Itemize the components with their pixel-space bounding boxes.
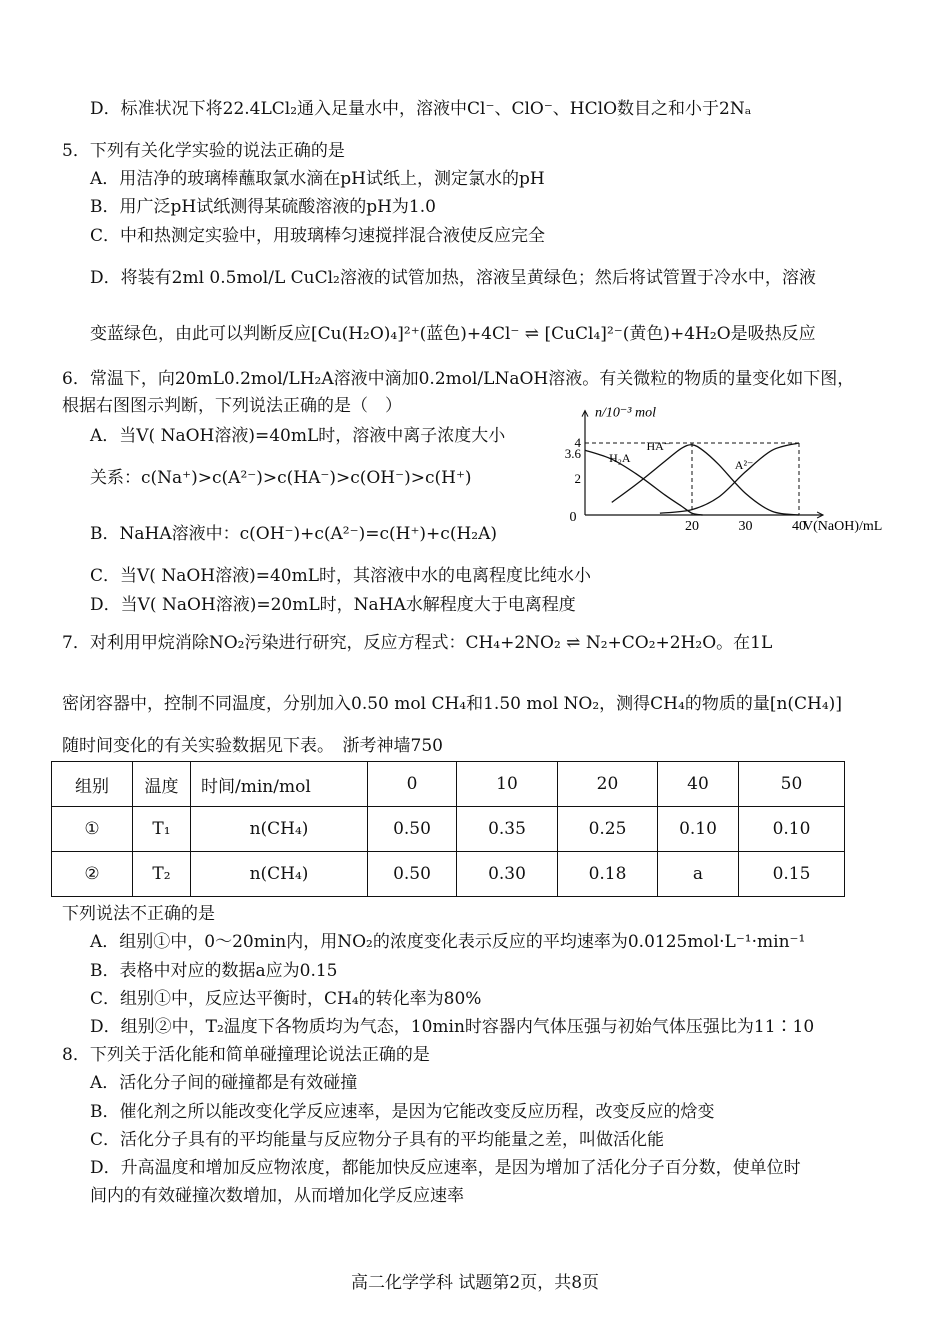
table-header-cell: 50 — [739, 762, 845, 807]
q8-option-b: B．催化剂之所以能改变化学反应速率，是因为它能改变反应历程，改变反应的焓变 — [90, 1102, 715, 1122]
q7-sub-stem: 下列说法不正确的是 — [62, 904, 215, 924]
table-cell: n(CH₄) — [191, 807, 368, 852]
series-line-3 — [660, 443, 799, 513]
q6-option-a-line2: 关系：c(Na⁺)>c(A²⁻)>c(HA⁻)>c(OH⁻)>c(H⁺) — [90, 468, 472, 488]
q7-stem-line3: 随时间变化的有关实验数据见下表。 浙考神墙750 — [62, 736, 443, 756]
q7-data-table — [51, 761, 845, 897]
q6-option-b: B．NaHA溶液中：c(OH⁻)+c(A²⁻)=c(H⁺)+c(H₂A) — [90, 524, 497, 544]
table-cell: a — [658, 852, 739, 897]
table-header-cell: 组别 — [52, 762, 133, 807]
q7-option-c: C．组别①中，反应达平衡时，CH₄的转化率为80% — [90, 989, 482, 1009]
q5-option-d-line2: 变蓝绿色，由此可以判断反应[Cu(H₂O)₄]²⁺(蓝色)+4Cl⁻ ⇌ [CuCl₄]²⁻(黄色)+4H₂O是吸热反应 — [90, 324, 816, 344]
q4-option-d: D．标准状况下将22.4LCl₂通入足量水中，溶液中Cl⁻、ClO⁻、HClO数目之和小于2Nₐ — [90, 99, 752, 119]
q7-stem-line1: 7．对利用甲烷消除NO₂污染进行研究，反应方程式：CH₄+2NO₂ ⇌ N₂+CO₂+2H₂O。在1L — [62, 633, 773, 653]
table-header-cell: 20 — [558, 762, 658, 807]
table-cell: 0.35 — [457, 807, 558, 852]
q5-option-c: C．中和热测定实验中，用玻璃棒匀速搅拌混合液使反应完全 — [90, 226, 546, 246]
x-axis-label: V(NaOH)/mL — [803, 519, 883, 534]
series-label-1: H₂A — [609, 450, 631, 465]
table-header-cell: 40 — [658, 762, 739, 807]
table-cell: ② — [52, 852, 133, 897]
table-row — [52, 807, 845, 852]
y-tick-label: 2 — [574, 471, 581, 486]
q5-option-b: B．用广泛pH试纸测得某硫酸溶液的pH为1.0 — [90, 197, 436, 217]
x-tick-label: 20 — [685, 519, 699, 534]
table-header-cell: 0 — [368, 762, 457, 807]
q5-option-a: A．用洁净的玻璃棒蘸取氯水滴在pH试纸上，测定氯水的pH — [90, 169, 545, 189]
table-cell: 0.18 — [558, 852, 658, 897]
q6-option-a-line1: A．当V( NaOH溶液)=40mL时，溶液中离子浓度大小 — [90, 426, 506, 446]
table-cell: 0.10 — [739, 807, 845, 852]
table-cell: T₂ — [133, 852, 191, 897]
q5-option-d-line1: D．将装有2ml 0.5mol/L CuCl₂溶液的试管加热，溶液呈黄绿色；然后将试管置于冷水中，溶液 — [90, 268, 816, 288]
y-tick-label: 3.6 — [564, 446, 581, 462]
series-label-2: HA⁻ — [646, 439, 671, 454]
series-label-3: A²⁻ — [734, 458, 754, 473]
q8-option-c: C．活化分子具有的平均能量与反应物分子具有的平均能量之差，叫做活化能 — [90, 1130, 665, 1150]
table-cell: 0.10 — [658, 807, 739, 852]
table-header-cell: 10 — [457, 762, 558, 807]
page-footer: 高二化学学科 试题第2页，共8页 — [350, 1273, 600, 1293]
q6-option-c: C．当V( NaOH溶液)=40mL时，其溶液中水的电离程度比纯水小 — [90, 566, 592, 586]
table-cell: 0.50 — [368, 807, 457, 852]
table-cell: ① — [52, 807, 133, 852]
table-row — [52, 852, 845, 897]
q6-chart — [555, 402, 885, 542]
q5-stem: 5．下列有关化学实验的说法正确的是 — [62, 141, 345, 161]
q8-stem: 8．下列关于活化能和简单碰撞理论说法正确的是 — [62, 1045, 430, 1065]
table-cell: 0.30 — [457, 852, 558, 897]
q7-option-b: B．表格中对应的数据a应为0.15 — [90, 961, 338, 981]
x-tick-label: 30 — [738, 519, 753, 534]
q6-option-d: D．当V( NaOH溶液)=20mL时，NaHA水解程度大于电离程度 — [90, 595, 576, 615]
table-cell: n(CH₄) — [191, 852, 368, 897]
table-cell: 0.50 — [368, 852, 457, 897]
q8-option-d-line1: D．升高温度和增加反应物浓度，都能加快反应速率，是因为增加了活化分子百分数，使单位时 — [90, 1158, 801, 1178]
table-header-row — [52, 762, 845, 807]
y-axis-label: n/10⁻³ mol — [595, 405, 656, 421]
q7-option-a: A．组别①中，0～20min内，用NO₂的浓度变化表示反应的平均速率为0.0125mol·L⁻¹·min⁻¹ — [90, 932, 806, 952]
series-line-1 — [585, 450, 703, 515]
table-cell: 0.15 — [739, 852, 845, 897]
q6-stem-line1: 6．常温下，向20mL0.2mol/LH₂A溶液中滴加0.2mol/LNaOH溶液。有关微粒的物质的量变化如下图， — [62, 369, 855, 389]
table-header-cell: 温度 — [133, 762, 191, 807]
table-cell: 0.25 — [558, 807, 658, 852]
q6-stem-line2: 根据右图图示判断，下列说法正确的是（ ） — [62, 396, 402, 416]
origin-label: 0 — [569, 510, 577, 525]
q7-stem-line2: 密闭容器中，控制不同温度，分别加入0.50 mol CH₄和1.50 mol NO₂，测得CH₄的物质的量[n(CH₄)] — [62, 694, 842, 714]
q8-option-a: A．活化分子间的碰撞都是有效碰撞 — [90, 1073, 358, 1093]
q8-option-d-line2: 间内的有效碰撞次数增加，从而增加化学反应速率 — [90, 1186, 464, 1206]
table-header-cell: 时间/min/mol — [191, 762, 368, 807]
x-tick-label: 40 — [792, 519, 806, 534]
q7-option-d: D．组别②中，T₂温度下各物质均为气态，10min时容器内气体压强与初始气体压强比为11∶10 — [90, 1017, 815, 1037]
y-tick-label: 4 — [574, 435, 581, 450]
table-cell: T₁ — [133, 807, 191, 852]
